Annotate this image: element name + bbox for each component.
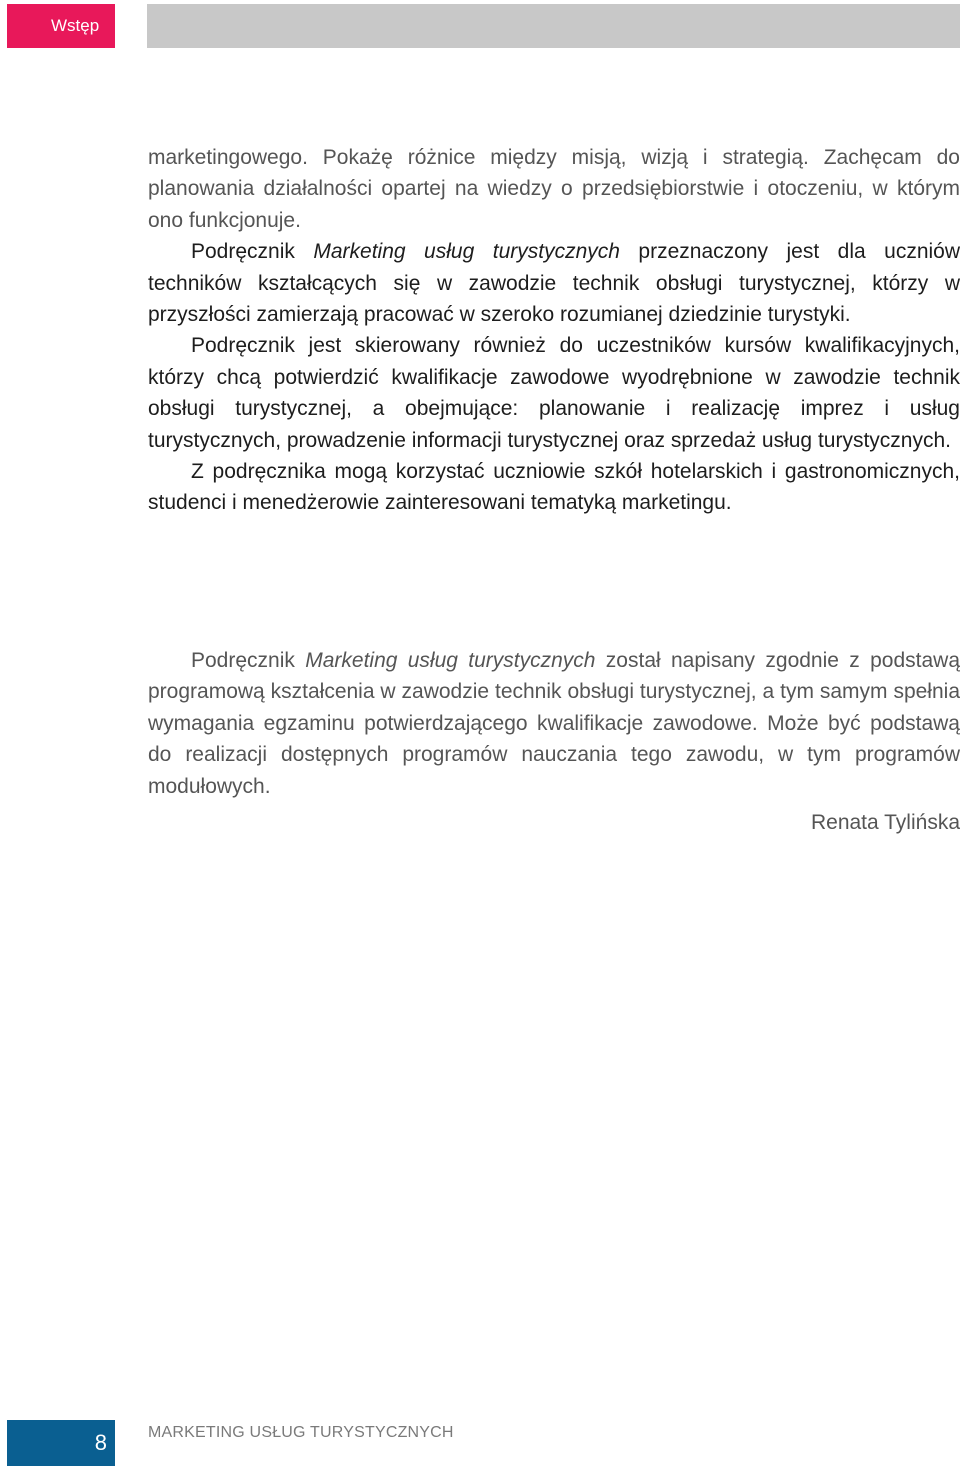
footer-book-title: MARKETING USŁUG TURYSTYCZNYCH bbox=[148, 1424, 454, 1441]
p2-post: przeznaczony jest dla uczniów techników kształcących się w zawodzie technik obsługi turystycznej, którzy w przyszłości zamierzają pracować w szeroko rozumianej dziedzinie turystyki. bbox=[148, 240, 960, 327]
p2-pre: Podręcznik bbox=[191, 240, 314, 264]
book-title-italic: Marketing usług turystycznych bbox=[313, 240, 620, 264]
header-bar bbox=[147, 4, 960, 48]
chapter-tab bbox=[7, 4, 115, 48]
author-signature: Renata Tylińska bbox=[810, 811, 960, 834]
note-post: został napisany zgodnie z podstawą programową kształcenia w zawodzie technik obsługi turystycznej, a tym samym spełnia wymagania egzaminu potwierdzającego kwalifikacje zawodowe. Może być podstawą do realizacji dostępnych programów nauczania tego zawodu, w tym programów modułowych. bbox=[148, 649, 960, 798]
page-number: 8 bbox=[94, 1430, 107, 1455]
chapter-label: Wstęp bbox=[51, 16, 100, 35]
intro-paragraph-4: Z podręcznika mogą korzystać uczniowie szkół hotelarskich i gastronomicznych, studenci i menedżerowie zainteresowani tematyką marketingu. bbox=[148, 460, 960, 515]
intro-paragraph-1: marketingowego. Pokażę różnice między misją, wizją i strategią. Zachęcam do planowania działalności opartej na wiedzy o przedsiębiorstwie i otoczeniu, w którym ono funkcjonuje. bbox=[148, 146, 960, 232]
intro-paragraph-3: Podręcznik jest skierowany również do uczestników kursów kwalifikacyjnych, którzy chcą potwierdzić kwalifikacje zawodowe wyodrębnione w zawodzie technik obsługi turystycznej, a obejmujące: planowanie i realizację imprez i usług turystycznych, prowadzenie informacji turystycznej oraz sprzedaż usług turystycznych. bbox=[148, 334, 960, 452]
intro-section bbox=[148, 142, 960, 519]
note-section bbox=[148, 645, 960, 802]
note-pre: Podręcznik bbox=[191, 649, 306, 672]
note-paragraph bbox=[148, 645, 960, 802]
note-book-title: Marketing usług turystycznych bbox=[305, 649, 596, 672]
intro-paragraph-2 bbox=[148, 236, 960, 330]
page-number-tab bbox=[7, 1420, 115, 1466]
